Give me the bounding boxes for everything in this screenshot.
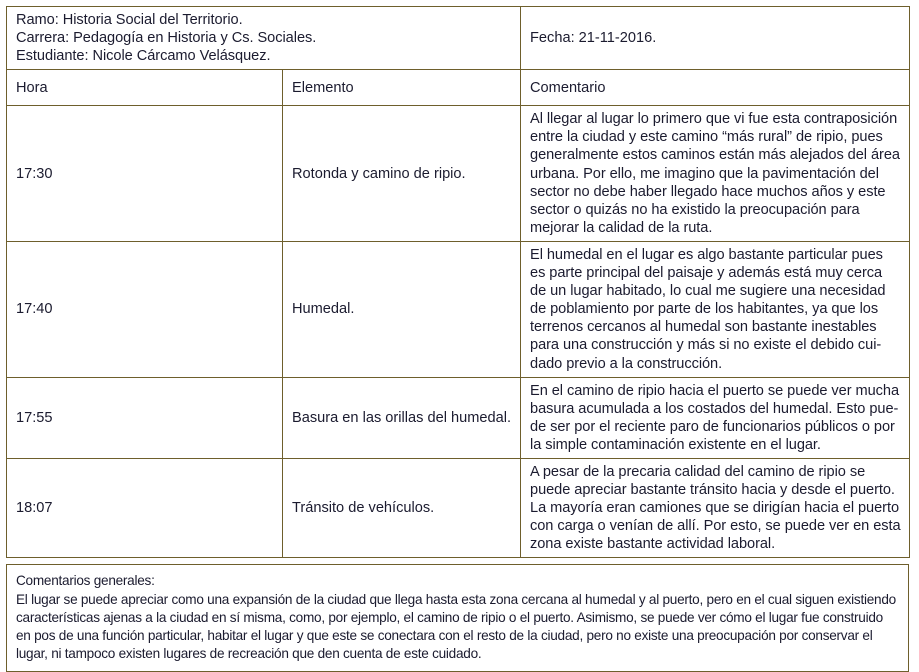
cell-hora: 18:07 [7,458,283,557]
column-header-comentario: Comentario [521,70,910,106]
course-carrera: Carrera: Pedagogía en Historia y Cs. Sociales. [16,30,317,47]
course-ramo: Ramo: Historia Social del Territorio. [16,12,243,28]
cell-elemento: Rotonda y camino de ripio. [283,106,521,242]
cell-hora: 17:40 [7,241,283,377]
cell-comentario: Al llegar al lugar lo primero que vi fue esta contraposición entre la ciudad y este camino “más rural” de ripio, pues generalmente estos caminos están más alejados del área urbana. Por ello, me imagino que la pavimentación del sector no debe haber llegado hace muchos años y este sector o quizás no ha existido la preocupación para mejorar la calidad de la ruta. [521,106,910,242]
table-row [7,377,910,458]
cell-elemento: Tránsito de vehículos. [283,458,521,557]
observation-table [6,6,910,558]
cell-comentario: En el camino de ripio hacia el puerto se puede ver mucha basura acumulada a los costados del humedal. Esto pue-de ser por el reciente paro de funcionarios públicos o por la simple contaminación existente en el lugar. [521,377,910,458]
column-header-hora: Hora [7,70,283,106]
course-estudiante: Estudiante: Nicole Cárcamo Velásquez. [16,48,271,65]
column-header-row [7,70,910,106]
cell-hora: 17:55 [7,377,283,458]
cell-comentario: A pesar de la precaria calidad del camino de ripio se puede apreciar bastante tránsito hacia y desde el puerto. La mayoría eran camiones que se dirigían hacia el puerto con carga o venían de allí. Por esto, se puede ver en esta zona existe bastante actividad laboral. [521,458,910,557]
cell-elemento: Basura en las orillas del humedal. [283,377,521,458]
general-comments-title: Comentarios generales: [16,573,155,589]
cell-elemento: Humedal. [283,241,521,377]
table-row [7,241,910,377]
column-header-elemento: Elemento [283,70,521,106]
general-comments-body: El lugar se puede apreciar como una expansión de la ciudad que llega hasta esta zona cercana al humedal y al puerto, pero en el cual siguen existiendo características ajenas a la ciudad en sí misma, como, por ejemplo, el camino de ripio o el puerto. Asimismo, se puede ver cómo el lugar fue construido en pos de una función particular, habitar el lugar y que este se conectara con el resto de la ciudad, pero no existe una preocupación por conservar el lugar, ni tampoco existen lugares de recreación que den cuenta de este cuidado. [16,591,896,661]
table-header-info-row [7,7,910,70]
date-cell: Fecha: 21-11-2016. [521,7,910,70]
general-comments-block [6,564,909,671]
cell-comentario: El humedal en el lugar es algo bastante particular pues es parte principal del paisaje y además está muy cerca de un lugar habitado, lo cual me sugiere una necesidad de poblamiento por parte de los habitantes, ya que los terrenos cercanos al humedal son bastante inestables para una construcción y más si no existe el debido cui-dado previo a la construcción. [521,241,910,377]
table-row [7,106,910,242]
table-row [7,458,910,557]
course-info-cell [7,7,521,70]
cell-hora: 17:30 [7,106,283,242]
